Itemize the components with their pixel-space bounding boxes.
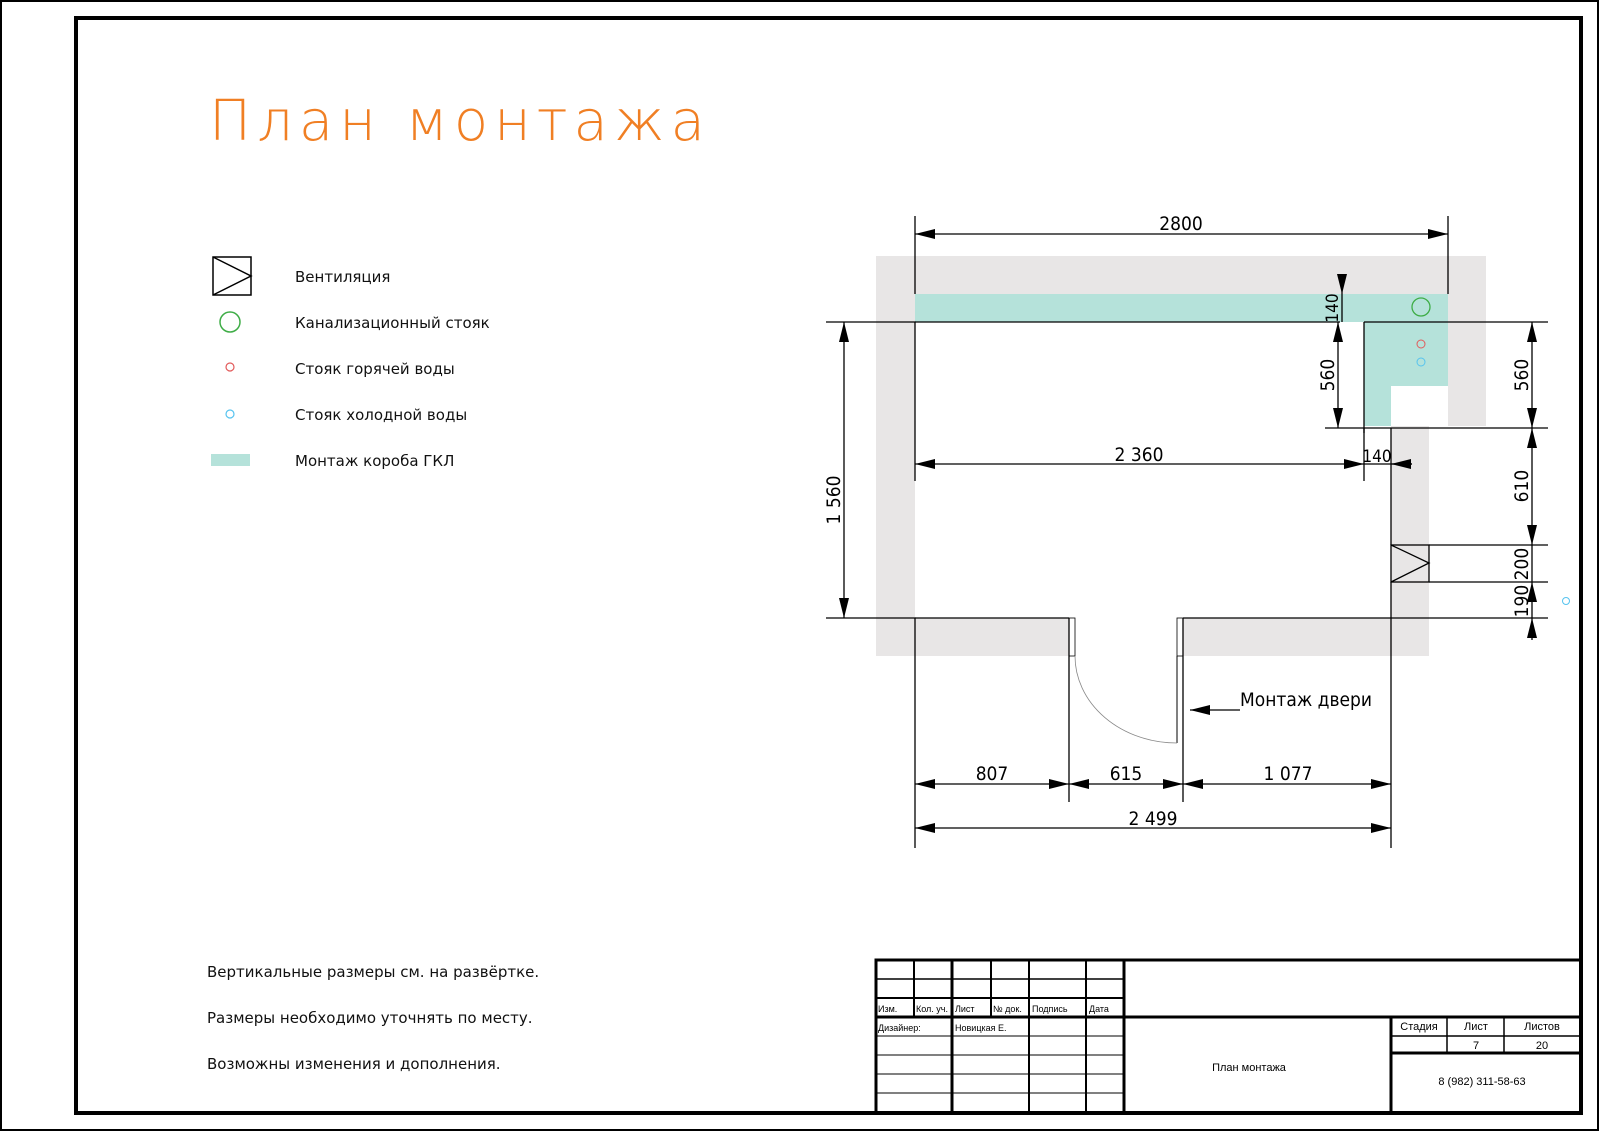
cold-water-riser-icon — [1563, 598, 1570, 605]
page-title: План монтажа — [209, 89, 711, 154]
doc-title: План монтажа — [1212, 1062, 1286, 1074]
stamp-header: № док. — [993, 1004, 1022, 1014]
legend-item — [226, 360, 455, 378]
dim-top-width: 2800 — [1159, 213, 1203, 235]
stamp-header: Дата — [1089, 1004, 1109, 1014]
dim-right-bottom: 190 — [1511, 584, 1533, 618]
ventilation-icon — [213, 257, 251, 295]
sheet-number: 7 — [1472, 1040, 1480, 1052]
inner-frame — [76, 18, 1581, 1113]
legend-item — [226, 406, 467, 424]
sheets-label: Листов — [1524, 1021, 1560, 1033]
legend-item — [213, 257, 390, 295]
note-line: Возможны изменения и дополнения. — [207, 1055, 501, 1073]
title-block — [876, 960, 1581, 1113]
gkl-box — [915, 294, 1448, 426]
stamp-header: Кол. уч. — [916, 1004, 948, 1014]
note-line: Вертикальные размеры см. на развёртке. — [207, 963, 540, 981]
dim-box-depth-h: 140 — [1362, 447, 1392, 467]
phone-number: 8 (982) 311-58-63 — [1438, 1076, 1526, 1088]
dim-bottom-right: 1 077 — [1263, 763, 1313, 785]
dim-box-depth-v: 140 — [1323, 293, 1343, 323]
note-line: Размеры необходимо уточнять по месту. — [207, 1009, 533, 1027]
stamp-header: Изм. — [878, 1004, 898, 1014]
dim-bottom-left: 807 — [975, 763, 1009, 785]
room-outline — [826, 322, 1548, 848]
designer-label: Дизайнер: — [878, 1023, 921, 1033]
legend — [211, 257, 490, 470]
gkl-box-icon — [211, 454, 250, 466]
dim-left-height: 1 560 — [823, 475, 845, 525]
designer-name: Новицкая Е. — [955, 1023, 1007, 1033]
stage-label: Стадия — [1400, 1021, 1438, 1033]
sheet-label: Лист — [1464, 1021, 1488, 1033]
floor-plan — [823, 213, 1570, 848]
dim-right-vent: 200 — [1511, 547, 1533, 581]
dim-inner-width: 2 360 — [1114, 444, 1164, 466]
sewer-riser-icon — [220, 312, 240, 332]
dim-right-mid: 610 — [1511, 469, 1533, 503]
legend-item — [211, 452, 454, 470]
notes — [207, 963, 539, 1073]
dim-right-top: 560 — [1511, 358, 1533, 392]
dim-bottom-door: 615 — [1109, 763, 1143, 785]
door — [1069, 618, 1183, 743]
legend-item — [220, 312, 490, 332]
legend-label: Канализационный стояк — [295, 314, 490, 332]
door-label: Монтаж двери — [1240, 689, 1373, 711]
sheets-total: 20 — [1535, 1040, 1549, 1052]
stamp-header: Подпись — [1032, 1004, 1068, 1014]
cold-water-riser-icon — [226, 410, 234, 418]
legend-label: Стояк холодной воды — [295, 406, 468, 424]
dim-bottom-total: 2 499 — [1128, 808, 1178, 830]
legend-label: Монтаж короба ГКЛ — [295, 452, 455, 470]
hot-water-riser-icon — [226, 363, 234, 371]
legend-label: Вентиляция — [295, 268, 391, 286]
legend-label: Стояк горячей воды — [295, 360, 455, 378]
dim-box-height: 560 — [1317, 358, 1339, 392]
stamp-header: Лист — [955, 1004, 975, 1014]
